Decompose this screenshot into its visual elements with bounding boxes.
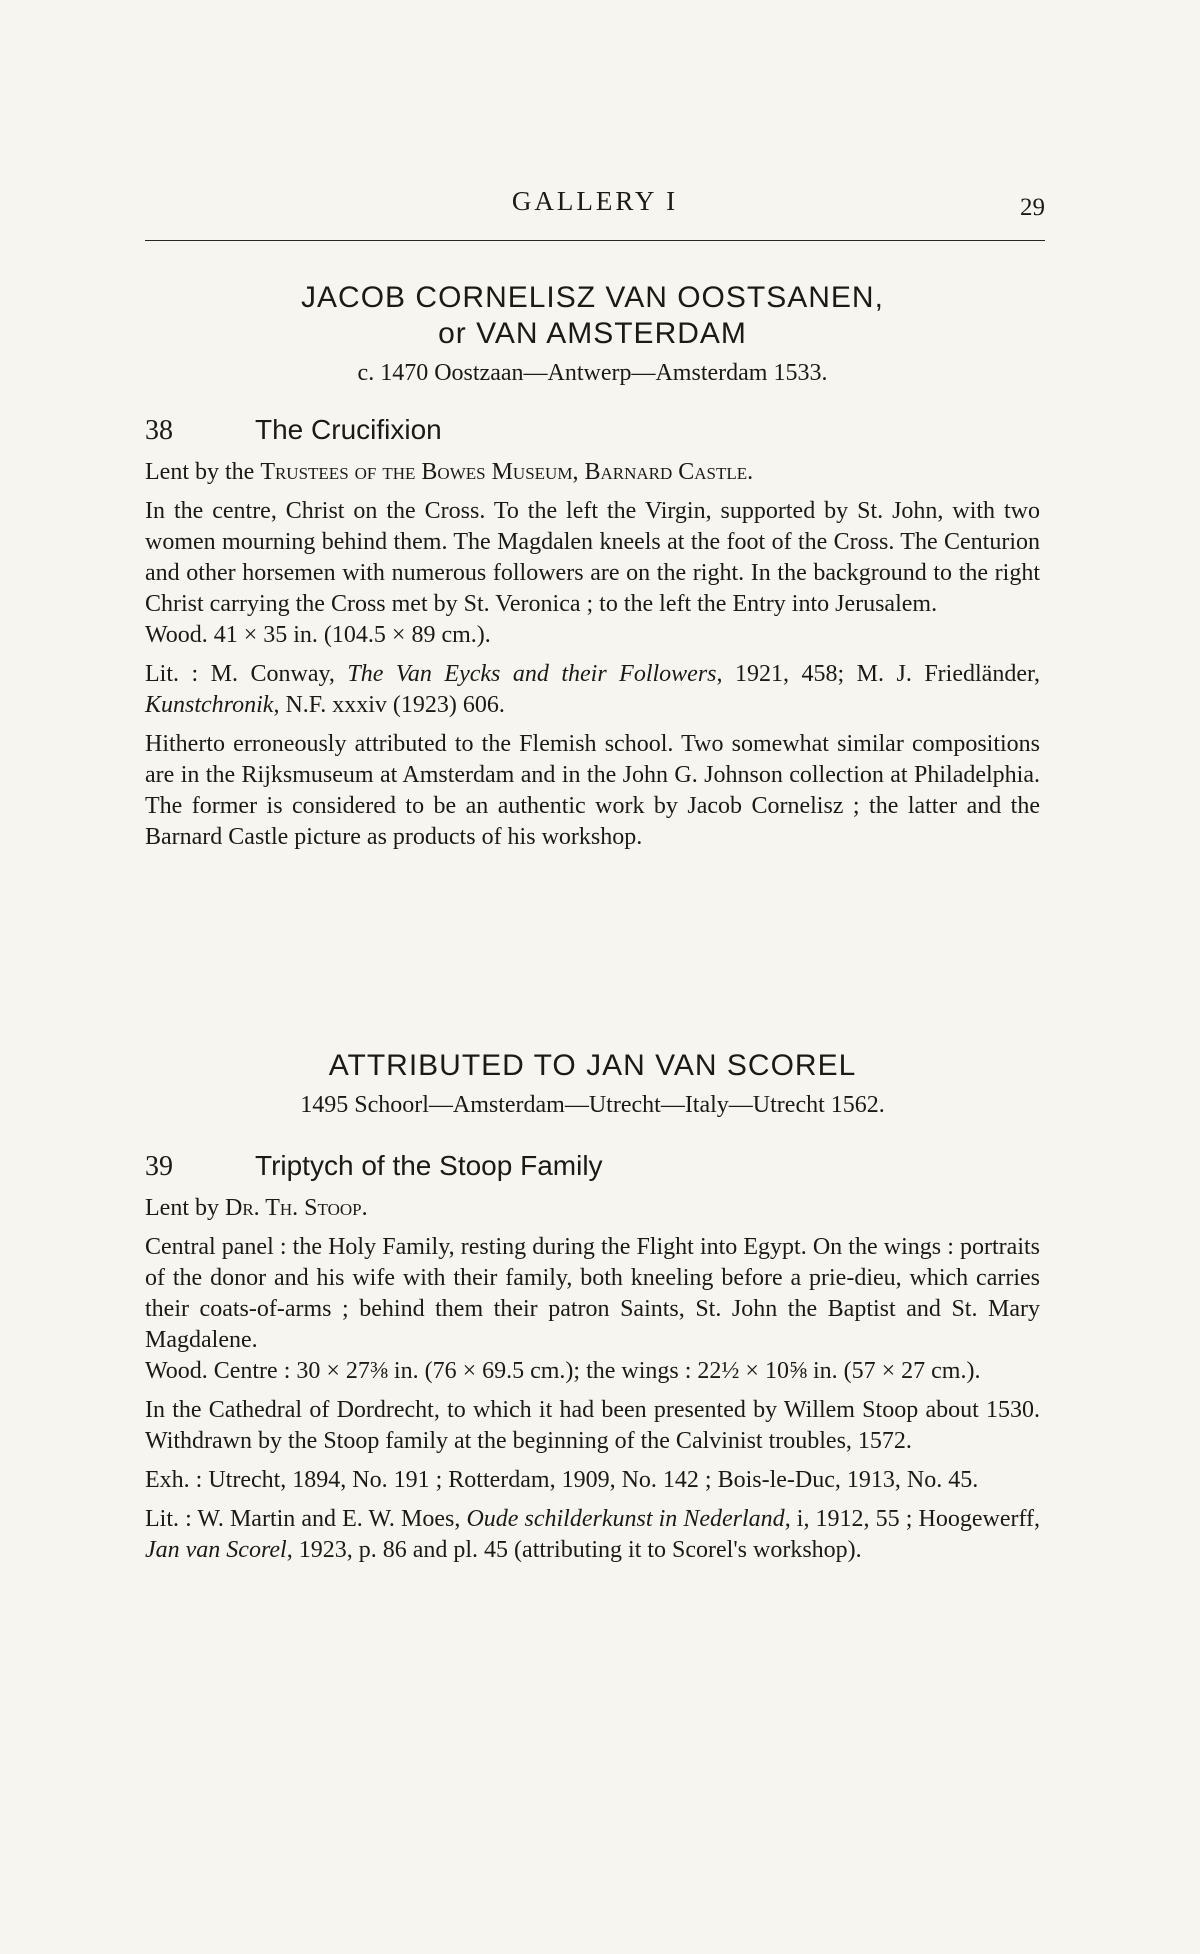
lit-title-1: Oude schilderkunst in Nederland [466, 1506, 785, 1532]
medium: Wood. 41 × 35 in. (104.5 × 89 cm.). [145, 622, 491, 648]
artist-dates: 1495 Schoorl—Amsterdam—Utrecht—Italy—Utrecht 1562. [300, 1092, 885, 1118]
lit-prefix: Lit. : W. Martin and E. W. Moes, [145, 1506, 461, 1532]
entry-39-artist [145, 1048, 1040, 1120]
entry-38-artist [145, 280, 1040, 388]
artist-dates: c. 1470 Oostzaan—Antwerp—Amsterdam 1533. [357, 360, 828, 386]
provenance: In the Cathedral of Dordrecht, to which it had been presented by Willem Stoop about 1530. Withdrawn by the Stoop family at the beginning of the Calvinist troubles, 1572. [145, 1397, 1040, 1454]
entry-number: 39 [145, 1151, 173, 1182]
running-title: GALLERY I [511, 186, 679, 216]
lent-prefix: Lent by [145, 1195, 219, 1221]
lender-name: Trustees of the Bowes Museum, Barnard Castle. [260, 459, 754, 485]
artist-name-line2: or VAN AMSTERDAM [438, 317, 747, 350]
entry-title: Triptych of the Stoop Family [255, 1150, 603, 1181]
artist-name-line1: JACOB CORNELISZ VAN OOSTSANEN, [301, 281, 884, 314]
entry-39 [145, 1150, 1040, 1566]
lit-mid: , 1921, 458; M. J. Friedländer, [716, 661, 1040, 687]
header-rule [145, 240, 1045, 241]
entry-title: The Crucifixion [255, 414, 442, 445]
entry-heading [145, 1150, 1040, 1183]
lit-title-2: Jan van Scorel [145, 1537, 287, 1563]
lit-mid: , i, 1912, 55 ; Hoogewerff, [784, 1506, 1041, 1532]
exhibitions: Exh. : Utrecht, 1894, No. 191 ; Rotterdam, 1909, No. 142 ; Bois-le-Duc, 1913, No. 45. [145, 1467, 979, 1493]
literature [145, 659, 1040, 721]
entry-38 [145, 414, 1040, 853]
lit-end: , N.F. xxxiv (1923) 606. [273, 692, 505, 718]
description: Central panel : the Holy Family, resting during the Flight into Egypt. On the wings : portraits of the donor and his wife with their family, both kneeling before a prie-dieu, which carries their coats-of-arms ; behind them their patron Saints, St. John the Baptist and St. Mary Magdalene. [145, 1234, 1040, 1353]
attribution-note: Hitherto erroneously attributed to the Flemish school. Two somewhat similar compositions are in the Rijksmuseum at Amsterdam and in the John G. Johnson collection at Philadelphia. The former is considered to be an authentic work by Jacob Cornelisz ; the latter and the Barnard Castle picture as products of his workshop. [145, 731, 1040, 850]
entry-number: 38 [145, 415, 173, 446]
entry-heading [145, 414, 1040, 447]
lit-title-2: Kunstchronik [145, 692, 274, 718]
page-number: 29 [1020, 194, 1045, 221]
description: In the centre, Christ on the Cross. To the left the Virgin, supported by St. John, with two women mourning behind them. The Magdalen kneels at the foot of the Cross. The Centurion and other horsemen with numerous followers are on the right. In the background to the right Christ carrying the Cross met by St. Veronica ; to the left the Entry into Jerusalem. [145, 498, 1040, 617]
lit-title-1: The Van Eycks and their Followers [347, 661, 717, 687]
lent-prefix: Lent by the [145, 459, 255, 485]
lender-line [145, 1193, 1040, 1224]
lit-prefix: Lit. : M. Conway, [145, 661, 335, 687]
lender-line [145, 457, 1040, 488]
lit-end: , 1923, p. 86 and pl. 45 (attributing it to Scorel's workshop). [286, 1537, 862, 1563]
artist-name-line1: ATTRIBUTED TO JAN VAN SCOREL [328, 1049, 857, 1082]
literature [145, 1504, 1040, 1566]
medium: Wood. Centre : 30 × 27⅜ in. (76 × 69.5 cm.); the wings : 22½ × 10⅝ in. (57 × 27 cm.). [145, 1358, 981, 1384]
lender-name: Dr. Th. Stoop. [224, 1195, 368, 1221]
running-head [145, 186, 1045, 221]
